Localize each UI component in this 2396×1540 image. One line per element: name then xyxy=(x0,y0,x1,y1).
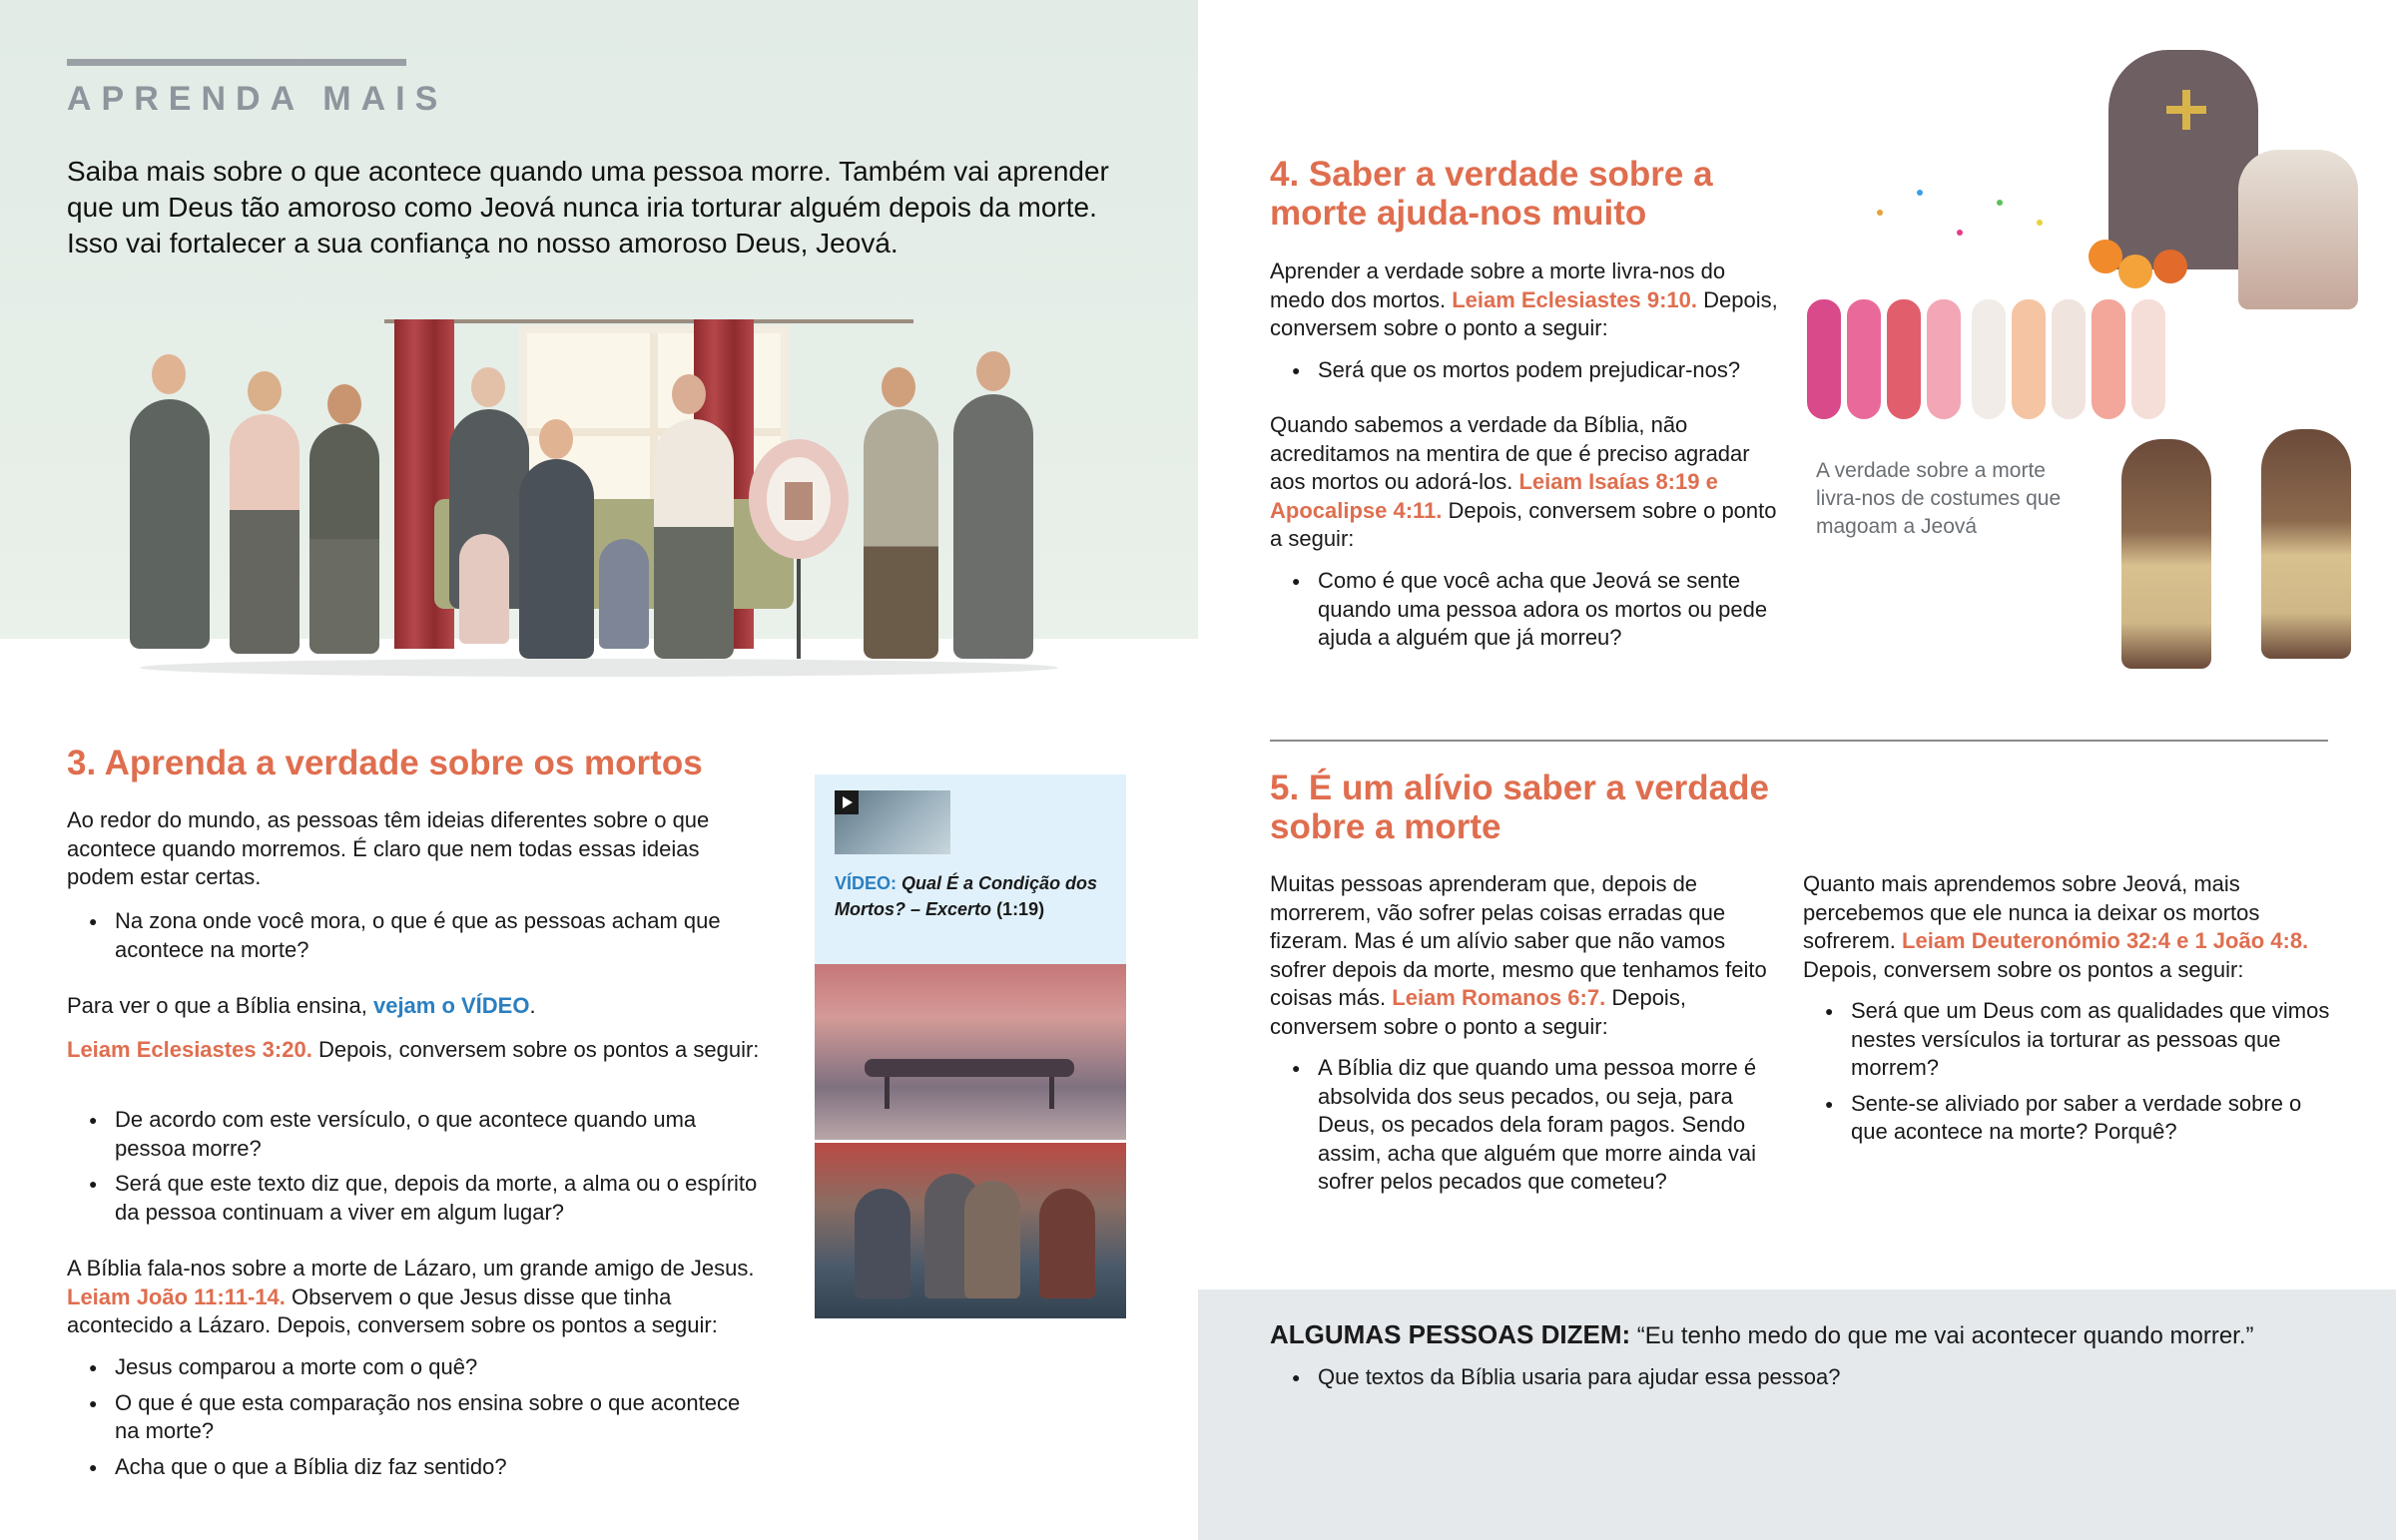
head xyxy=(539,419,573,459)
head xyxy=(882,367,915,407)
bullet-item: ● O que é que esta comparação nos ensina sobre o que acontece na morte? xyxy=(67,1389,766,1446)
paragraph-text: Quanto mais aprendemos sobre Jeová, mais percebemos que ele nunca ia deixar os mortos sofrerem. xyxy=(1803,871,2260,953)
section-3-paragraph-2 xyxy=(67,992,766,1021)
paragraph-text: Depois, conversem sobre os pontos a seguir: xyxy=(311,1037,760,1062)
masked-dancer-figure xyxy=(2261,429,2351,659)
bed-shape xyxy=(865,1059,1074,1077)
man-suit-figure xyxy=(130,399,210,649)
head xyxy=(248,371,282,411)
figure xyxy=(1039,1189,1095,1298)
section-4-paragraph-1 xyxy=(1270,257,1779,343)
dancer xyxy=(1887,299,1921,419)
paragraph-end: Depois, conversem sobre o ponto a seguir: xyxy=(1270,286,1778,340)
section-eyebrow: APRENDA MAIS xyxy=(67,80,448,118)
section-4-bullets-2 xyxy=(1270,567,1779,660)
confetti xyxy=(1957,230,1963,236)
funeral-illustration xyxy=(120,299,1078,699)
confetti xyxy=(1917,190,1923,196)
paragraph-end: Observem o que Jesus disse que tinha acontecido a Lázaro. Depois, conversem sobre os pontos a seguir: xyxy=(67,1283,718,1337)
section-5-bullets-1 xyxy=(1270,1054,1794,1204)
older-woman-figure xyxy=(654,419,734,659)
bullet-item: ● Como é que você acha que Jeová se sente quando uma pessoa adora os mortos ou pede ajuda a alguém que já morreu? xyxy=(1270,567,1779,653)
woman-figure xyxy=(230,414,300,654)
confetti xyxy=(1877,210,1883,216)
tombstone xyxy=(2108,50,2258,269)
video-link[interactable]: vejam o VÍDEO xyxy=(372,993,530,1018)
woman-dress-figure xyxy=(864,409,938,659)
hospital-bed-photo xyxy=(815,964,1126,1140)
video-caption[interactable] xyxy=(835,870,1114,922)
paragraph-end: Depois, conversem sobre o ponto a seguir: xyxy=(1270,497,1777,551)
boy-figure xyxy=(599,539,649,649)
section-3-bullets-3 xyxy=(67,1353,766,1488)
paragraph-text: Para ver o que a Bíblia ensina, xyxy=(67,993,373,1018)
dancer xyxy=(2052,299,2086,419)
seated-man-figure xyxy=(519,459,594,659)
paragraph-end: . xyxy=(529,993,536,1018)
confetti xyxy=(2037,220,2043,226)
memorial-photo xyxy=(782,479,816,523)
section-5-title: 5. É um alívio saber a verdade sobre a morte xyxy=(1270,769,1769,846)
bullet-item: ● De acordo com este versículo, o que acontece quando uma pessoa morre? xyxy=(67,1106,766,1163)
parade-illustration xyxy=(1797,269,2246,419)
figure xyxy=(855,1189,910,1298)
top-rule xyxy=(67,59,406,66)
head xyxy=(327,384,361,424)
man-gray-suit-figure xyxy=(953,394,1033,659)
section-3-paragraph-4 xyxy=(67,1255,766,1340)
intro-paragraph: Saiba mais sobre o que acontece quando uma pessoa morre. Também vai aprender que um Deus tão amoroso como Jeová nunca iria torturar alguém depois da morte. Isso vai fortalecer a sua confiança no nosso amoroso Deus, Jeová. xyxy=(67,156,1109,258)
kneeling-man-figure xyxy=(2238,150,2358,309)
section-3-paragraph-3 xyxy=(67,1036,766,1065)
video-duration: (1:19) xyxy=(996,899,1045,919)
dancer xyxy=(2012,299,2046,419)
video-title: Qual É a Condição dos Mortos? – Excerto xyxy=(835,873,1098,919)
bullet-item: ● Jesus comparou a morte com o quê? xyxy=(67,1353,766,1382)
scripture-link[interactable]: Leiam Deuteronómio 32:4 e 1 João 4:8. xyxy=(1902,928,2309,953)
sleeping-commuters-photo xyxy=(815,1143,1126,1318)
bullet-item: ● Será que este texto diz que, depois da morte, a alma ou o espírito da pessoa continuam a viver em algum lugar? xyxy=(67,1170,766,1227)
section-3-bullets-2 xyxy=(67,1106,766,1234)
child-figure xyxy=(459,534,509,644)
paragraph-text: A Bíblia fala-nos sobre a morte de Lázaro, um grande amigo de Jesus. xyxy=(67,1256,755,1281)
section-4-paragraph-2 xyxy=(1270,411,1779,554)
video-label: VÍDEO: xyxy=(835,873,898,893)
section-3-paragraph-1: Ao redor do mundo, as pessoas têm ideias diferentes sobre o que acontece quando morremos. É claro que nem todas essas ideias podem estar certas. xyxy=(67,807,710,889)
bullet-item: ● Será que os mortos podem prejudicar-nos? xyxy=(1270,356,1779,385)
video-thumbnail[interactable] xyxy=(835,790,950,854)
section-5-paragraph-2 xyxy=(1803,870,2332,984)
head xyxy=(976,351,1010,391)
paragraph-end: Depois, conversem sobre o ponto a seguir: xyxy=(1270,985,1686,1039)
video-panel[interactable] xyxy=(815,774,1126,964)
bullet-item: ● A Bíblia diz que quando uma pessoa morre é absolvida dos seus pecados, ou seja, para Deus, os pecados dela foram pagos. Sendo assim, acha que alguém que morre ainda vai sofrer pelos pecados que cometeu? xyxy=(1270,1054,1794,1197)
figure xyxy=(964,1181,1020,1298)
bullet-item: ● Sente-se aliviado por saber a verdade sobre o que acontece na morte? Porquê? xyxy=(1803,1090,2332,1147)
scripture-link[interactable]: Leiam Isaías 8:19 e Apocalipse 4:11. xyxy=(1270,469,1718,523)
head xyxy=(672,374,706,414)
section-4-title: 4. Saber a verdade sobre a morte ajuda-nos muito xyxy=(1270,155,1713,233)
section-5-paragraph-1 xyxy=(1270,870,1774,1041)
paragraph-end: Depois, conversem sobre os pontos a seguir: xyxy=(1803,956,2244,982)
scripture-link[interactable]: Leiam Eclesiastes 9:10. xyxy=(1452,286,1698,312)
some-people-say-quote: “Eu tenho medo do que me vai acontecer quando morrer.” xyxy=(1630,1322,2254,1349)
confetti xyxy=(1997,200,2003,206)
right-page xyxy=(1198,0,2396,1540)
bed-legs xyxy=(885,1077,1054,1109)
bullet-item: ● Será que um Deus com as qualidades que vimos nestes versículos ia torturar as pessoas que morrem? xyxy=(1803,997,2332,1083)
play-icon[interactable] xyxy=(835,790,859,814)
section-3-title: 3. Aprenda a verdade sobre os mortos xyxy=(67,744,703,782)
dancer xyxy=(1927,299,1961,419)
head xyxy=(152,354,186,394)
section-3-bullets-1 xyxy=(67,907,766,971)
some-people-say xyxy=(1270,1318,2368,1352)
masked-dancer-figure xyxy=(2121,439,2211,669)
cross-icon xyxy=(2166,90,2206,130)
dancer xyxy=(2131,299,2165,419)
paragraph-text: Aprender a verdade sobre a morte livra-nos do medo dos mortos. xyxy=(1270,258,1726,312)
scripture-link[interactable]: Leiam Eclesiastes 3:20. xyxy=(67,1037,312,1062)
dancer xyxy=(2092,299,2125,419)
floor-shadow xyxy=(140,659,1058,677)
bullet-item: ● Acha que o que a Bíblia diz faz sentido? xyxy=(67,1453,766,1482)
head xyxy=(471,367,505,407)
dancer xyxy=(1847,299,1881,419)
marigold-flower xyxy=(2089,240,2122,273)
section-4-bullets-1 xyxy=(1270,356,1779,392)
dancer xyxy=(1972,299,2006,419)
woman-figure-2 xyxy=(309,424,379,654)
some-people-say-label: ALGUMAS PESSOAS DIZEM: xyxy=(1270,1319,1631,1349)
section-5-bullets-2 xyxy=(1803,997,2332,1154)
bullet-item: ● Na zona onde você mora, o que é que as pessoas acham que acontece na morte? xyxy=(67,907,766,964)
paragraph-text: Quando sabemos a verdade da Bíblia, não acreditamos na mentira de que é preciso agradar aos mortos ou adorá-los. xyxy=(1270,412,1750,494)
illustration-caption: A verdade sobre a morte livra-nos de costumes que magoam a Jeová xyxy=(1816,459,2062,538)
paragraph-text: Muitas pessoas aprenderam que, depois de morrerem, vão sofrer pelas coisas erradas que fizeram. Mas é um alívio saber que não vamos sofrer depois da morte, mesmo que tenhamos feito coisas más. xyxy=(1270,871,1767,1010)
scripture-link[interactable]: Leiam João 11:11-14. xyxy=(67,1283,286,1309)
curtain-rod xyxy=(384,319,913,323)
bullet-item: ● Que textos da Bíblia usaria para ajudar essa pessoa? xyxy=(1270,1363,2268,1392)
easel xyxy=(797,559,801,659)
scripture-link[interactable]: Leiam Romanos 6:7. xyxy=(1392,985,1606,1010)
dancer xyxy=(1807,299,1841,419)
some-people-say-bullets xyxy=(1270,1363,2268,1399)
section-divider xyxy=(1270,740,2328,742)
